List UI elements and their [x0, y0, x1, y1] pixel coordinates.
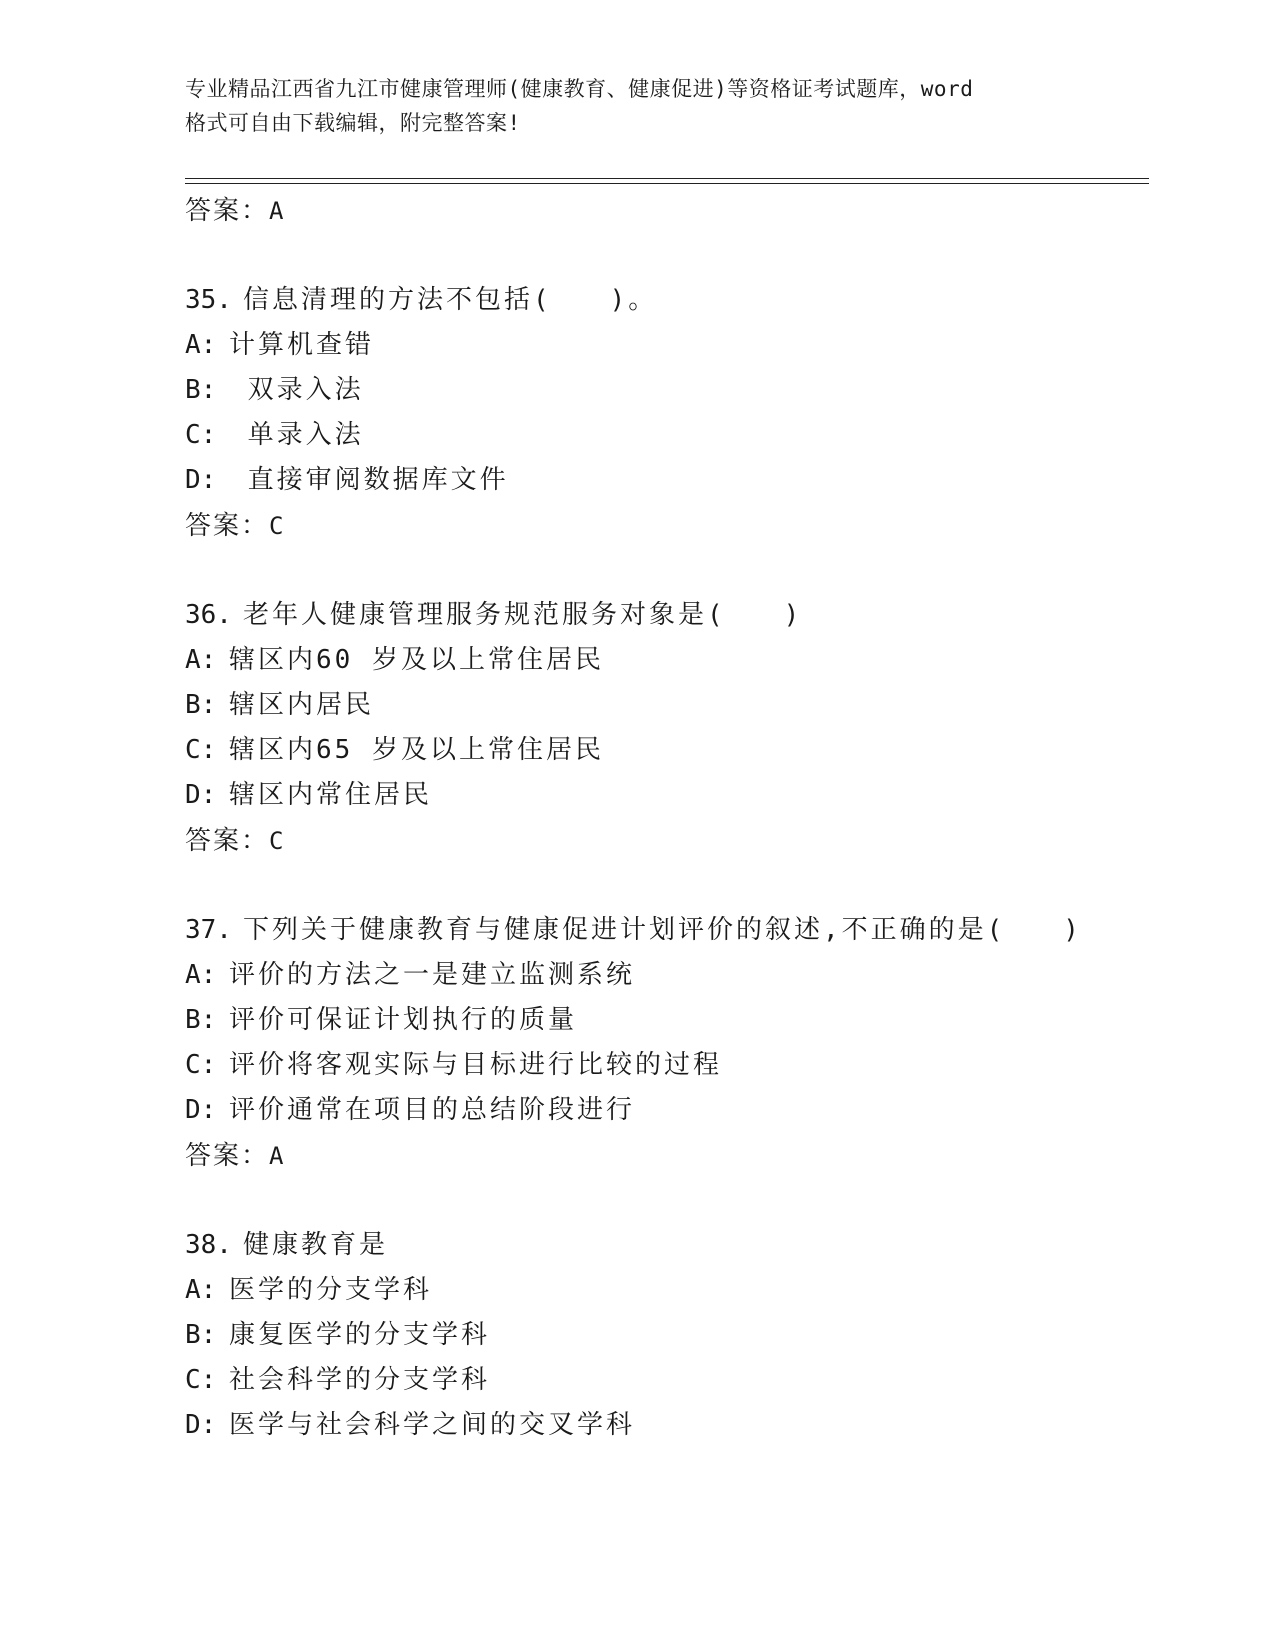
option-key: A: — [185, 645, 217, 675]
option-text: 评价将客观实际与目标进行比较的过程 — [229, 1050, 723, 1080]
option-text: 康复医学的分支学科 — [229, 1320, 491, 1350]
option-a — [185, 323, 1145, 368]
option-key: C: — [185, 1050, 217, 1080]
answer-value: C — [269, 827, 284, 855]
option-d — [185, 1403, 1145, 1448]
option-c — [185, 1358, 1145, 1403]
option-key: B: — [185, 690, 217, 720]
question-title — [185, 278, 1145, 323]
option-d — [185, 773, 1145, 818]
option-a — [185, 1268, 1145, 1313]
option-b — [185, 1313, 1145, 1358]
question-number: 35. — [185, 285, 232, 315]
header-divider-top — [185, 178, 1149, 179]
question-text: 老年人健康管理服务规范服务对象是( ) — [243, 600, 803, 630]
question-number: 38. — [185, 1230, 232, 1260]
question-block — [185, 593, 1145, 864]
option-key: C: — [185, 420, 217, 450]
option-b — [185, 998, 1145, 1043]
option-text: 辖区内居民 — [229, 690, 375, 720]
option-text: 社会科学的分支学科 — [229, 1365, 491, 1395]
question-block — [185, 908, 1145, 1179]
header-divider-bottom — [185, 183, 1149, 184]
option-c — [185, 1043, 1145, 1088]
option-text: 辖区内常住居民 — [229, 780, 433, 810]
question-title — [185, 593, 1145, 638]
header-line-2: 格式可自由下载编辑，附完整答案! — [185, 111, 521, 135]
option-key: A: — [185, 1275, 217, 1305]
option-text: 计算机查错 — [229, 330, 375, 360]
option-key: D: — [185, 1410, 217, 1440]
option-key: D: — [185, 465, 217, 495]
option-b — [185, 368, 1145, 413]
question-text: 下列关于健康教育与健康促进计划评价的叙述,不正确的是( ) — [243, 915, 1082, 945]
option-text: 辖区内65 岁及以上常住居民 — [229, 735, 604, 765]
question-number: 36. — [185, 600, 232, 630]
option-c — [185, 413, 1145, 458]
option-key: A: — [185, 960, 217, 990]
option-key: B: — [185, 375, 217, 405]
answer-line — [185, 188, 1145, 234]
option-a — [185, 953, 1145, 998]
question-title — [185, 908, 1145, 953]
option-a — [185, 638, 1145, 683]
option-d — [185, 458, 1145, 503]
header-line-1: 专业精品江西省九江市健康管理师(健康教育、健康促进)等资格证考试题库，word — [185, 77, 974, 101]
option-text: 评价的方法之一是建立监测系统 — [229, 960, 636, 990]
option-key: D: — [185, 780, 217, 810]
question-text: 健康教育是 — [243, 1230, 389, 1260]
answer-value: C — [269, 512, 284, 540]
option-key: C: — [185, 1365, 217, 1395]
answer-line — [185, 503, 1145, 549]
option-text: 直接审阅数据库文件 — [229, 465, 509, 495]
answer-value: A — [269, 1142, 284, 1170]
answer-label: 答案： — [185, 511, 270, 541]
option-b — [185, 683, 1145, 728]
answer-value: A — [269, 197, 284, 225]
option-key: D: — [185, 1095, 217, 1125]
option-key: C: — [185, 735, 217, 765]
page-header — [185, 72, 1085, 140]
question-title — [185, 1223, 1145, 1268]
answer-label: 答案： — [185, 826, 270, 856]
question-text: 信息清理的方法不包括( )。 — [243, 285, 658, 315]
option-text: 医学的分支学科 — [229, 1275, 433, 1305]
option-key: A: — [185, 330, 217, 360]
option-d — [185, 1088, 1145, 1133]
option-text: 评价通常在项目的总结阶段进行 — [229, 1095, 636, 1125]
question-block — [185, 278, 1145, 549]
option-text: 医学与社会科学之间的交叉学科 — [229, 1410, 636, 1440]
option-text: 评价可保证计划执行的质量 — [229, 1005, 578, 1035]
answer-label: 答案： — [185, 1141, 270, 1171]
answer-line — [185, 1133, 1145, 1179]
option-c — [185, 728, 1145, 773]
answer-line — [185, 818, 1145, 864]
question-number: 37. — [185, 915, 232, 945]
option-text: 辖区内60 岁及以上常住居民 — [229, 645, 604, 675]
option-text: 双录入法 — [229, 375, 364, 405]
option-text: 单录入法 — [229, 420, 364, 450]
option-key: B: — [185, 1005, 217, 1035]
option-key: B: — [185, 1320, 217, 1350]
question-list — [185, 188, 1145, 1448]
answer-label: 答案： — [185, 196, 270, 226]
question-block — [185, 1223, 1145, 1448]
